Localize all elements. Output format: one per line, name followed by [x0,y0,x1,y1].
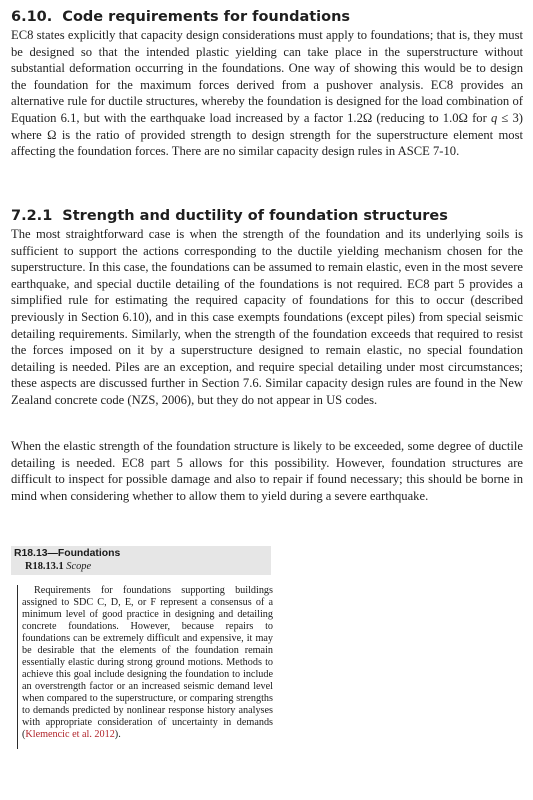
aci-body-text: Requirements for foundations supporting buildings assigned to SDC C, D, E, or F represent a consensus of a minimum level of good practice in designing and detailing concrete foundations. However, because repairs to foundations can be extremely difficult and expensive, it may be desirable that the elements of the foundation remain essentially elastic during strong ground motions. Methods to achieve this goal include designing the foundation to include an overstrength factor or an increased seismic demand level when compared to the superstructure, or comparing strengths to demands predicted by nonlinear response history analyses with appropriate consideration of uncertainty in demands ( [22,585,273,740]
aci-subsection-title: Scope [66,561,92,572]
section-number: 6.10. [11,9,53,25]
klemencic-reference-link[interactable]: Klemencic et al. 2012 [25,729,115,740]
section-title: Code requirements for foundations [62,9,351,25]
aci-excerpt-body [22,585,273,741]
aci-body-closing: ). [114,729,121,740]
variable-q: q [490,110,498,125]
aci-commentary-rule [17,585,18,749]
aci-excerpt-heading: R18.13—Foundations [14,548,121,559]
aci-excerpt-subheading [25,561,91,572]
aci-subsection-number: R18.13.1 [25,561,64,572]
section-7-2-1-paragraph-1: The most straightforward case is when the strength of the foundation and its underlying soils is sufficient to support the actions corresponding to the ductile yielding mechanism chosen for the superstructure. In this case, the foundations can be assumed to remain elastic, even in the most severe earthquake, and special ductile detailing of the foundations is not required. EC8 part 5 provides a simplified rule for estimating the required capacity of foundations for this to occur (described previously in Section 6.10), and in this case exempts foundations (except piles) from special seismic detailing requirements. Similarly, when the strength of the foundation exceeds that required to resist the forces imposed on it by a superstructure designed to remain elastic, no special foundation detailing is needed. Piles are an exception, and require special detailing under most circumstances; these aspects are discussed further in Section 7.6. Similar capacity design rules are found in the New Zealand concrete code (NZS, 2006), but they do not appear in US codes. [11,227,523,407]
section-7-2-1-paragraph-2: When the elastic strength of the foundation structure is likely to be exceeded, some degree of ductile detailing is needed. EC8 part 5 allows for this possibility. However, foundation structures are difficult to inspect for possible damage and also to repair if found necessary; this should be borne in mind when considering whether to allow them to yield during a severe earthquake. [11,439,523,503]
section-heading-7-2-1 [11,207,448,225]
paragraph-text-part-2: ≤ 3) where Ω is the ratio of provided strength to design strength for the superstructure element most affecting the foundation forces. There are no similar capacity design rules in ASCE 7-10. [11,110,523,159]
section-number: 7.2.1 [11,208,53,224]
section-title: Strength and ductility of foundation structures [62,208,448,224]
section-6-10-paragraph [11,27,523,160]
paragraph-text-part-1: EC8 states explicitly that capacity design considerations must apply to foundations; that is, they must be designed so that the intended plastic yielding can take place in the superstructure without substantial deformation occurring in the foundations. One way of showing this would be to design the foundation for the maximum forces derived from a pushover analysis. EC8 provides an alternative rule for ductile structures, whereby the foundation is designed for the load combination of Equation 6.1, but with the earthquake load increased by a factor 1.2Ω (reducing to 1.0Ω for [11,28,523,125]
section-heading-6-10 [11,8,350,26]
